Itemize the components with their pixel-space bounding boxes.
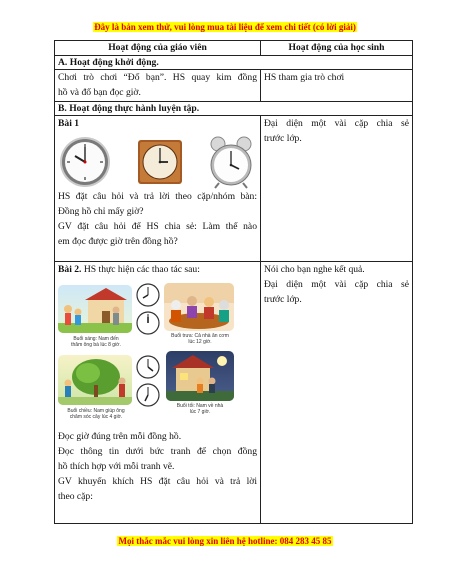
bai2-line: hồ thích hợp với mỗi tranh vẽ. (58, 461, 175, 472)
bai2-line: GV khuyến khích HS đặt câu hỏi và trả lời (58, 476, 257, 487)
student-column-header: Hoạt động của học sinh (261, 41, 413, 56)
bai1-clock-images (58, 135, 254, 189)
bai1-line: GV đặt câu hỏi để HS chia sẻ: Làm thế nào (58, 221, 257, 232)
bai1-student-cell (261, 116, 413, 262)
clock-icon (136, 383, 160, 407)
evening-scene-image (166, 351, 234, 401)
bai2-row (55, 262, 413, 524)
clock-icon (136, 355, 160, 379)
bai2-line: theo cặp: (58, 491, 93, 502)
caption-line: lúc 12 giờ. (188, 339, 212, 345)
bai1-teacher-cell (55, 116, 261, 262)
bai2-teacher-cell (55, 262, 261, 524)
section-a-title: A. Hoạt động khởi động. (55, 56, 413, 70)
lesson-plan-table (54, 40, 413, 524)
bai2-student-cell (261, 262, 413, 524)
bai2-title: Bài 2. (58, 264, 82, 275)
caption-line: Buổi trưa: Cả nhà ăn cơm (171, 333, 229, 339)
evening-caption (162, 403, 238, 415)
section-a-student-cell: HS tham gia trò chơi (261, 70, 413, 102)
noon-caption (162, 333, 238, 345)
section-a-teacher-line: hồ và đố bạn đọc giờ. (58, 87, 141, 98)
clock-icon (136, 283, 160, 307)
bai1-row (55, 116, 413, 262)
bai2-student-line: Đại diện một vài cặp chia sẻ (264, 279, 409, 290)
caption-line: Buổi chiều: Nam giúp ông (67, 408, 125, 414)
caption-line: chăm sóc cây lúc 4 giờ. (69, 414, 123, 420)
header-row (55, 41, 413, 56)
hotline-banner (0, 536, 450, 546)
section-b-title: B. Hoạt động thực hành luyện tập. (55, 102, 413, 116)
caption-line: thăm ông bà lúc 8 giờ. (71, 342, 121, 348)
bai2-student-line: Nói cho bạn nghe kết quả. (264, 264, 365, 275)
caption-line: lúc 7 giờ. (189, 409, 211, 415)
morning-caption (58, 336, 134, 348)
bai1-line: em đọc được giờ trên đồng hồ? (58, 236, 178, 247)
noon-scene-image (164, 283, 234, 331)
bai1-line: Đồng hồ chỉ mấy giờ? (58, 206, 144, 217)
section-a-teacher-line: Chơi trò chơi “Đố bạn”. HS quay kim đồng (58, 72, 257, 83)
bai1-title: Bài 1 (58, 118, 80, 129)
bai2-line: Đọc thông tin dưới bức tranh để chọn đồng (58, 446, 257, 457)
morning-scene-image (58, 285, 132, 333)
wall-clock-icon (58, 135, 112, 189)
bai2-intro-text: HS thực hiện các thao tác sau: (81, 264, 200, 275)
caption-line: Buổi tối: Nam về nhà (176, 403, 224, 409)
section-a-row (55, 56, 413, 70)
bai2-illustration (58, 281, 254, 427)
teacher-column-header: Hoạt động của giáo viên (55, 41, 261, 56)
wooden-clock-icon (137, 139, 183, 185)
section-a-content-row (55, 70, 413, 102)
afternoon-scene-image (58, 355, 132, 405)
hotline-banner-text: Mọi thắc mắc vui lòng xin liên hệ hotline: 084 283 45 85 (118, 536, 332, 546)
clock-icon (136, 311, 160, 335)
caption-line: Buổi sáng: Nam đến (73, 336, 119, 342)
bai1-student-line: Đại diện một vài cặp chia sẻ (264, 118, 409, 129)
section-b-row (55, 102, 413, 116)
section-a-teacher-cell (55, 70, 261, 102)
preview-banner-text: Đây là bản xem thử, vui lòng mua tài liệu để xem chi tiết (có lời giải) (94, 22, 356, 32)
preview-banner (0, 22, 450, 32)
bai2-intro (58, 262, 257, 277)
alarm-clock-icon (208, 135, 254, 189)
bai1-student-line: trước lớp. (264, 133, 302, 144)
bai2-line: Đọc giờ đúng trên mỗi đồng hồ. (58, 431, 182, 442)
bai2-student-line: trước lớp. (264, 294, 302, 305)
bai1-line: HS đặt câu hỏi và trả lời theo cặp/nhóm bàn: (58, 191, 257, 202)
afternoon-caption (58, 408, 134, 420)
